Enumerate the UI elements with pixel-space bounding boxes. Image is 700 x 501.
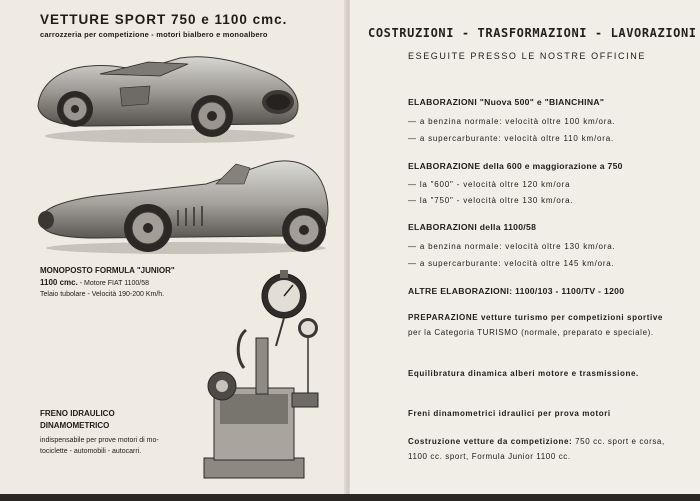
- left-page: [0, 0, 346, 501]
- freni-text: Freni dinamometrici idraulici per prova motori: [408, 409, 611, 418]
- left-page-title: VETTURE SPORT 750 e 1100 cmc.: [40, 12, 288, 27]
- section-line: — a benzina normale: velocità oltre 100 km/ora.: [408, 117, 616, 126]
- section-heading-500: ELABORAZIONI "Nuova 500" e "BIANCHINA": [408, 97, 605, 107]
- formula-caption-line2-rest: - Motore FIAT 1100/58: [77, 280, 150, 287]
- costruzione-paragraph: [408, 434, 670, 464]
- formula-caption-line2-bold: 1100 cmc.: [40, 278, 78, 287]
- costruzione-bold: Costruzione vetture da competizione:: [408, 437, 573, 446]
- brake-caption: [40, 408, 159, 457]
- freni-paragraph: [408, 406, 670, 421]
- section-heading-600: ELABORAZIONE della 600 e maggiorazione a 750: [408, 161, 623, 171]
- equilibratura-paragraph: [408, 366, 670, 381]
- brake-caption-line4: tociclette - automobili - autocarri.: [40, 448, 142, 455]
- preparazione-paragraph: [408, 310, 670, 340]
- altre-elaborazioni: ALTRE ELABORAZIONI: 1100/103 - 1100/TV - 1200: [408, 286, 625, 296]
- left-page-subtitle: carrozzeria per competizione - motori bialbero e monoalbero: [40, 30, 268, 39]
- preparazione-rest: per la Categoria TURISMO (normale, preparato e speciale).: [408, 328, 654, 337]
- hydraulic-brake-photo: [196, 268, 326, 486]
- brake-caption-line3: indispensabile per prove motori di mo-: [40, 437, 159, 444]
- section-line: — la "600" - velocità oltre 120 km/ora: [408, 180, 571, 189]
- brake-caption-line2: DINAMOMETRICO: [40, 421, 110, 430]
- preparazione-bold: PREPARAZIONE vetture turismo per competizioni sportive: [408, 313, 663, 322]
- equilibratura-text: Equilibratura dinamica alberi motore e trasmissione.: [408, 369, 639, 378]
- formula-junior-photo: [36, 150, 336, 256]
- right-page-title: COSTRUZIONI - TRASFORMAZIONI - LAVORAZIONI: [368, 26, 697, 40]
- section-line: — a supercarburante: velocità oltre 110 km/ora.: [408, 134, 614, 143]
- section-line: — la "750" - velocità oltre 130 km/ora.: [408, 196, 574, 205]
- right-page: [350, 0, 700, 501]
- section-line: — a supercarburante: velocità oltre 145 km/ora.: [408, 259, 615, 268]
- section-line: — a benzina normale: velocità oltre 130 km/ora.: [408, 242, 616, 251]
- brake-caption-line1: FRENO IDRAULICO: [40, 409, 115, 418]
- formula-caption-line3: Telaio tubolare - Velocità 190-200 Km/h.: [40, 291, 165, 298]
- formula-caption-line1: MONOPOSTO FORMULA "JUNIOR": [40, 266, 175, 275]
- right-page-subtitle: ESEGUITE PRESSO LE NOSTRE OFFICINE: [408, 51, 646, 61]
- costruzione-rest: 750 cc. sport e corsa, 1100 cc. sport, Formula Junior 1100 cc.: [408, 437, 665, 461]
- sports-car-photo: [30, 44, 308, 146]
- section-heading-1100: ELABORAZIONI della 1100/58: [408, 222, 537, 232]
- page-bottom-edge: [0, 494, 700, 501]
- formula-junior-caption: [40, 265, 175, 300]
